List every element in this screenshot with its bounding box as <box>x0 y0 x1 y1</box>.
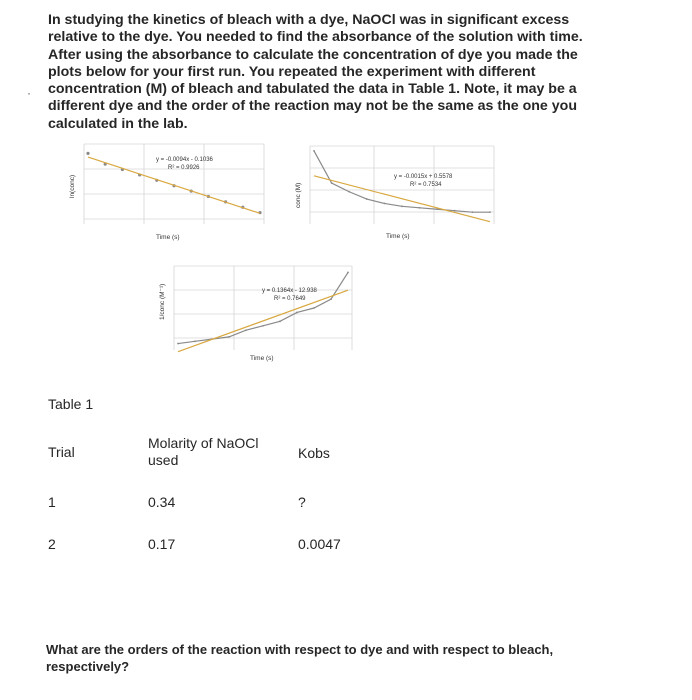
data-point <box>401 205 403 207</box>
data-line <box>314 151 490 212</box>
trendline-r2: R² = 0.9926 <box>168 165 200 171</box>
data-point <box>348 191 350 193</box>
data-point <box>489 211 491 213</box>
data-series <box>313 150 491 213</box>
x-axis-label: Time (s) <box>250 355 274 362</box>
data-point <box>245 329 247 331</box>
data-point <box>313 150 315 152</box>
data-point <box>279 320 281 322</box>
y-axis-label: conc (M) <box>295 182 302 208</box>
table-cell-trial: 2 <box>48 536 56 552</box>
data-series <box>177 272 349 345</box>
chart-grid <box>310 146 494 224</box>
chart-grid <box>174 266 352 350</box>
table-cell-kobs: 0.0047 <box>298 536 341 552</box>
trendline <box>178 290 348 351</box>
chart-ln-conc <box>64 136 272 250</box>
bullet-mark: · <box>27 86 31 100</box>
problem-statement: In studying the kinetics of bleach with a dye, NaOCl was in significant excess relative to the dye. You needed to find the absorbance of the solution with time. After using the absorbance to calculate the concentration of dye you made the plots below for your first run. You repeated the experiment with different concentration (M) of bleach and tabulated the data in Table 1. Note, it may be a different dye and the order of the reaction may not be the same as the one you calculated in the lab. <box>48 12 583 132</box>
trendline-equation: y = 0.1364x - 12.938 <box>262 288 317 294</box>
table-cell-molarity: 0.17 <box>148 536 176 552</box>
data-point <box>296 312 298 314</box>
chart-inverse-conc <box>146 258 358 370</box>
trendline-r2: R² = 0.7649 <box>274 296 306 302</box>
data-point <box>331 182 333 184</box>
y-axis-label: ln(conc) <box>69 174 76 198</box>
data-point <box>472 211 474 213</box>
x-axis-label: Time (s) <box>386 233 410 240</box>
table-header-kobs: Kobs <box>298 445 330 461</box>
table-title: Table 1 <box>48 396 94 412</box>
data-point <box>347 272 349 274</box>
trendline <box>314 176 490 222</box>
trendline-equation: y = -0.0094x - 0.1036 <box>156 157 213 163</box>
table-cell-trial: 1 <box>48 494 56 510</box>
data-point <box>366 198 368 200</box>
data-point <box>177 343 179 345</box>
data-point <box>228 336 230 338</box>
chart-grid <box>84 144 264 224</box>
data-point <box>384 203 386 205</box>
data-point <box>262 325 264 327</box>
data-point <box>86 152 89 155</box>
table-header-molarity: Molarity of NaOCl used <box>148 435 259 468</box>
data-point <box>313 307 315 309</box>
x-axis-label: Time (s) <box>156 234 180 241</box>
table-cell-molarity: 0.34 <box>148 494 176 510</box>
data-point <box>419 207 421 209</box>
table-cell-kobs: ? <box>298 494 306 510</box>
data-point <box>454 210 456 212</box>
question-text: What are the orders of the reaction with respect to dye and with respect to bleach, respectively? <box>46 642 554 674</box>
data-line <box>178 272 348 343</box>
table-header-trial: Trial <box>48 444 75 460</box>
y-axis-label: 1/conc (M⁻¹) <box>159 283 166 320</box>
chart-conc <box>284 138 502 250</box>
trendline-equation: y = -0.0015x + 0.5578 <box>394 174 453 180</box>
data-point <box>194 340 196 342</box>
trendline-r2: R² = 0.7534 <box>410 182 442 188</box>
data-point <box>330 298 332 300</box>
